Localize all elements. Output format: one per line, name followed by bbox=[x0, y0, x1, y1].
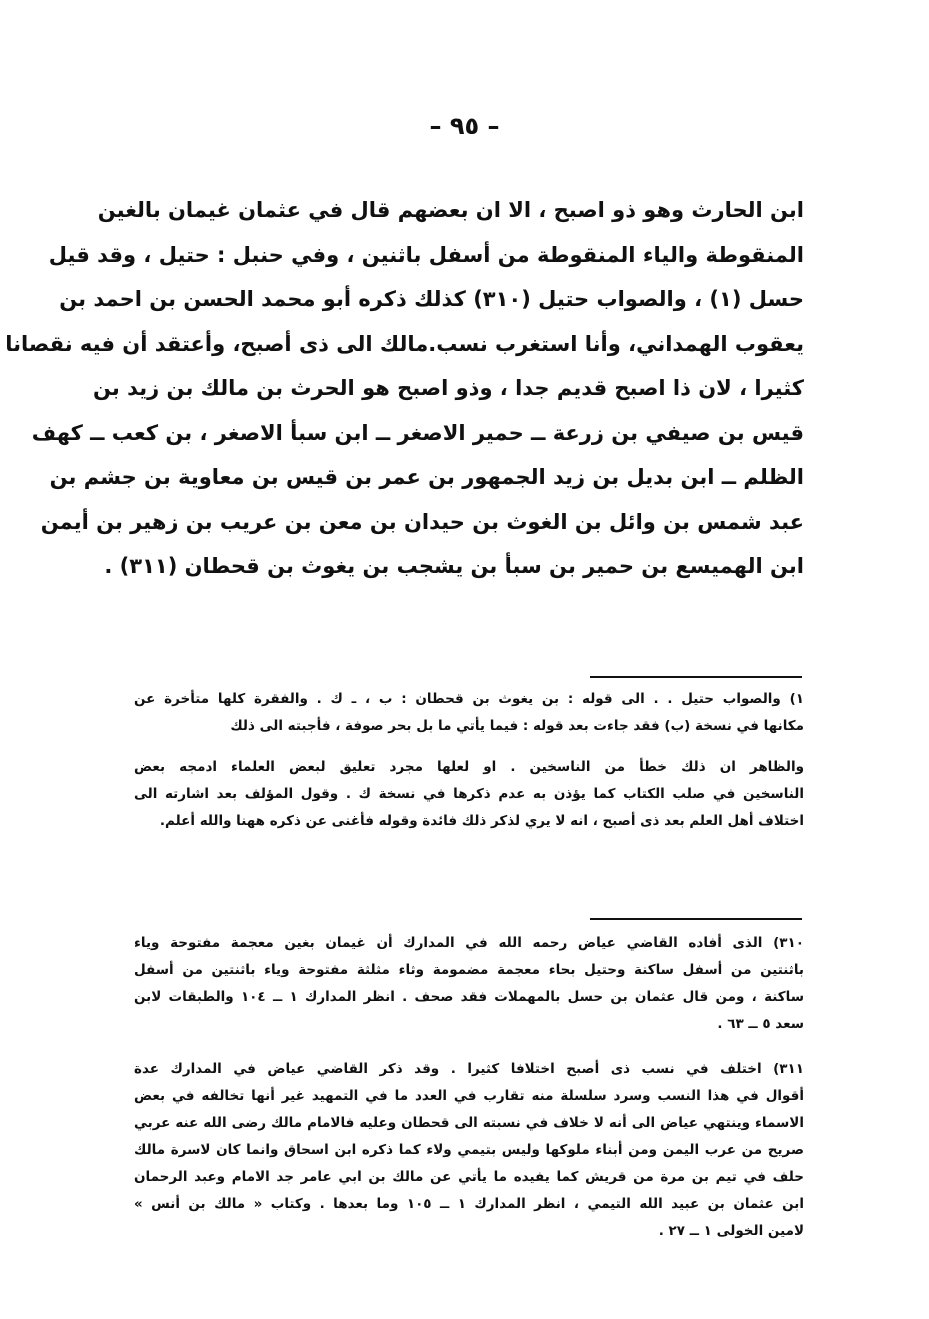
page-number: – ٩٥ – bbox=[429, 112, 500, 140]
footnote-separator bbox=[590, 676, 802, 678]
main-text-line: يعقوب الهمداني، وأنا استغرب نسب.مالك الى ذى أصبح، وأعتقد أن فيه نقصانا bbox=[5, 331, 804, 356]
main-text-line: قيس بن صيفي بن زرعة ــ حمير الاصغر ــ ابن سبأ الاصغر ، بن كعب ــ كهف bbox=[31, 420, 804, 445]
footnote-line: ١) والصواب حتيل . . الى قوله : بن يغوث بن قحطان : ب ، ـ ك . والفقرة كلها متأخرة عن bbox=[134, 691, 804, 707]
main-text-line: المنقوطة والياء المنقوطة من أسفل باثنين ، وفي حنبل : حتيل ، وقد قيل bbox=[48, 242, 804, 267]
footnote-line: ٣١٠) الذى أفاده القاضي عياض رحمه الله في المدارك أن غيمان بغين معجمة مفتوحة وياء bbox=[134, 935, 804, 951]
footnote-line: مكانها في نسخة (ب) فقد جاءت بعد قوله : فيما يأتي ما بل بحر صوفة ، فأجبته الى ذلك bbox=[230, 718, 804, 734]
main-text-line: ابن الهميسع بن حمير بن سبأ بن يشجب بن يغوث بن قحطان (٣١١) . bbox=[104, 554, 804, 578]
footnote-line: والظاهر ان ذلك خطأ من الناسخين . او لعلها مجرد تعليق لبعض العلماء ادمجه بعض bbox=[134, 759, 804, 775]
footnote-line: أقوال في هذا النسب وسرد سلسلة منه تقارب في العدد ما في التمهيد غير أنها تخالفه في بعض bbox=[134, 1088, 804, 1104]
footnote-311 bbox=[134, 1056, 804, 1245]
main-text bbox=[5, 188, 804, 589]
main-text-line: حسل (١) ، والصواب حتيل (٣١٠) كذلك ذكره أبو محمد الحسن بن احمد بن bbox=[59, 287, 804, 311]
footnote-line: اختلاف أهل العلم بعد ذى أصبح ، انه لا يري لذكر ذلك فائدة وقوله فأغنى عن ذكره ههنا والله أعلم. bbox=[159, 813, 804, 829]
footnote-line: ساكنة ، ومن قال عثمان بن حسل بالمهملات فقد صحف . انظر المدارك ١ ــ ١٠٤ والطبقات لابن bbox=[134, 989, 804, 1005]
footnote-line: سعد ٥ ــ ٦٣ . bbox=[717, 1016, 804, 1032]
footnote-line: ٣١١) اختلف في نسب ذى أصبح اختلافا كثيرا . وقد ذكر القاضي عياض في المدارك عدة bbox=[134, 1061, 804, 1077]
footnote-line: لامين الخولى ١ ــ ٢٧ . bbox=[658, 1223, 804, 1239]
footnote-310 bbox=[134, 930, 804, 1038]
footnote-line: ابن عثمان بن عبيد الله التيمي ، انظر المدارك ١ ــ ١٠٥ وما بعدها . وكتاب « مالك بن أنس » bbox=[134, 1196, 805, 1212]
main-text-line: الظلم ــ ابن بديل بن زيد الجمهور بن عمر بن قيس بن معاوية بن جشم بن bbox=[49, 465, 804, 489]
footnote-line: الاسماء وينتهي عياض الى أنه لا خلاف في نسبته الى قحطان وعليه فالامام مالك رضى الله عنه عربي bbox=[134, 1115, 804, 1131]
footnote-line: صريح من عرب اليمن ومن أبناء ملوكها وليس بتيمي ولاء كما ذكره ابن اسحاق وانما كان لاسرة مالك bbox=[134, 1142, 804, 1158]
footnote-line: حلف في تيم بن مرة من قريش كما يفيده ما يأتي عن مالك بن ابي عامر جد الامام وعبد الرحمان bbox=[134, 1169, 804, 1185]
footnote-separator bbox=[590, 918, 802, 920]
footnote-line: باثنتين من أسفل ساكنة وحتيل بحاء معجمة مضمومة وثاء مثلثة مفتوحة وياء باثنتين من أسفل bbox=[134, 962, 804, 978]
main-text-line: عبد شمس بن وائل بن الغوث بن حيدان بن معن بن عريب بن زهير بن أيمن bbox=[40, 509, 804, 534]
footnote-1-continuation bbox=[134, 754, 804, 835]
main-text-line: ابن الحارث وهو ذو اصبح ، الا ان بعضهم قال في عثمان غيمان بالغين bbox=[97, 198, 804, 222]
footnote-1 bbox=[134, 686, 804, 740]
main-text-line: كثيرا ، لان ذا اصبح قديم جدا ، وذو اصبح هو الحرث بن مالك بن زيد بن bbox=[93, 376, 804, 400]
footnote-line: الناسخين في صلب الكتاب كما يؤذن به عدم ذكرها في نسخة ك . وقول المؤلف بعد اشارته الى bbox=[134, 786, 804, 802]
